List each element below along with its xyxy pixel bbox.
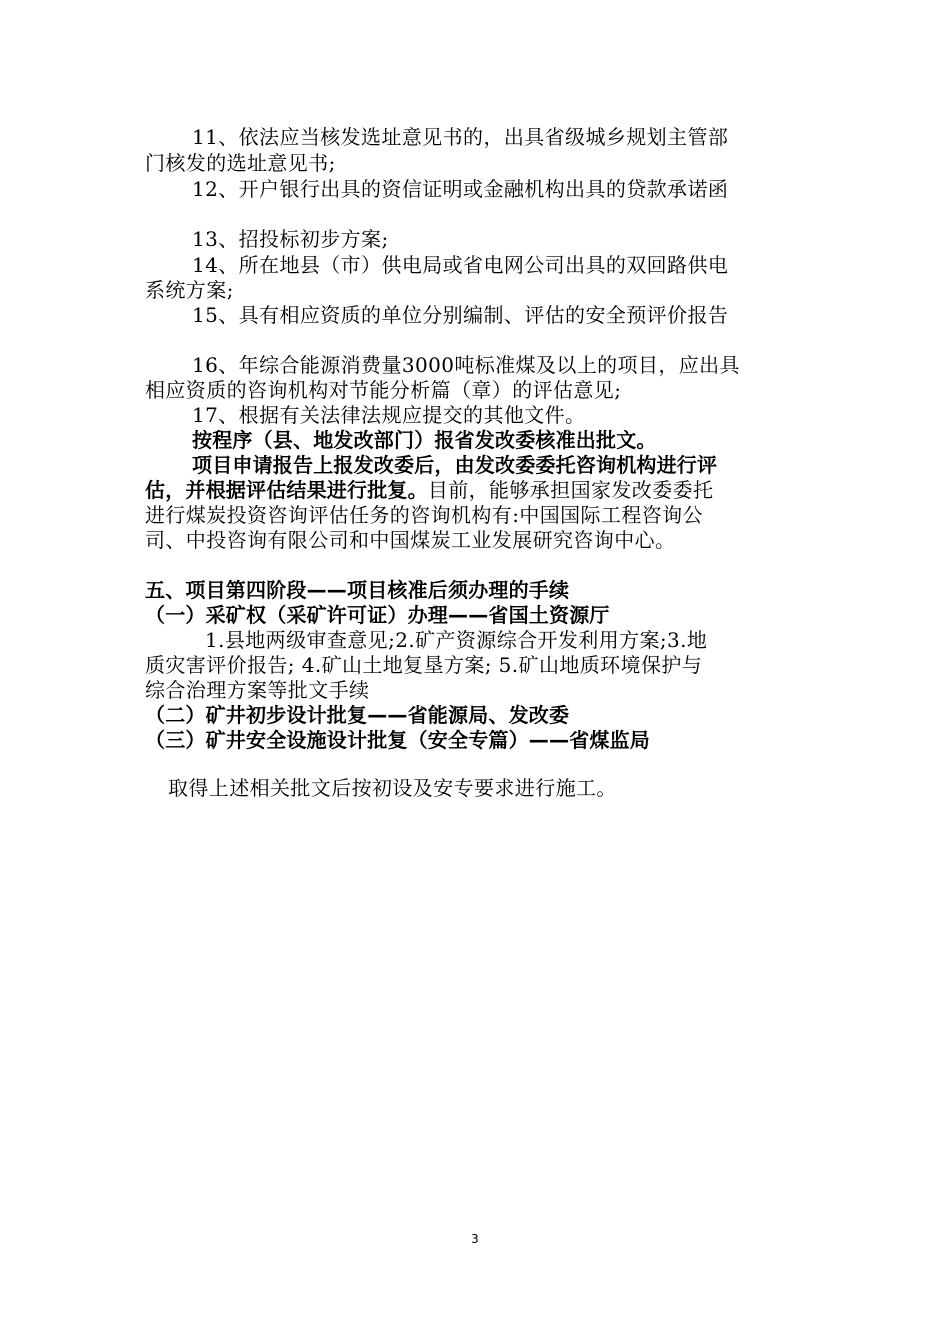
- subsection-heading: （一）采矿权（采矿许可证）办理——省国土资源厅: [145, 603, 610, 627]
- subsection-heading: （二）矿井初步设计批复——省能源局、发改委: [145, 703, 570, 727]
- section-heading: 五、项目第四阶段——项目核准后须办理的手续: [145, 578, 570, 602]
- paragraph-line: 系统方案;: [145, 278, 234, 302]
- paragraph-line: 11、依法应当核发选址意见书的，出具省级城乡规划主管部: [192, 125, 729, 149]
- bold-statement: 估，并根据评估结果进行批复。: [145, 478, 428, 502]
- paragraph-line: 相应资质的咨询机构对节能分析篇（章）的评估意见;: [145, 378, 622, 402]
- subsection-heading: （三）矿井安全设施设计批复（安全专篇）——省煤监局: [145, 728, 650, 752]
- paragraph-line: 15、具有相应资质的单位分别编制、评估的安全预评价报告: [192, 303, 729, 327]
- paragraph-line: 17、根据有关法律法规应提交的其他文件。: [192, 403, 586, 427]
- paragraph-line: 进行煤炭投资咨询评估任务的咨询机构有:中国国际工程咨询公: [145, 503, 703, 527]
- paragraph-line: 14、所在地县（市）供电局或省电网公司出具的双回路供电: [192, 253, 729, 277]
- bold-statement: 按程序（县、地发改部门）报省发改委核准出批文。: [192, 428, 657, 452]
- paragraph-line: 1.县地两级审查意见;2.矿产资源综合开发利用方案;3.地: [205, 628, 708, 652]
- closing-line: 取得上述相关批文后按初设及安专要求进行施工。: [168, 776, 617, 800]
- bold-statement: 项目申请报告上报发改委后，由发改委委托咨询机构进行评: [192, 453, 718, 477]
- paragraph-line: 司、中投咨询有限公司和中国煤炭工业发展研究咨询中心。: [145, 528, 676, 552]
- paragraph-line: 质灾害评价报告; 4.矿山土地复垦方案; 5.矿山地质环境保护与: [145, 653, 703, 677]
- paragraph-line: 综合治理方案等批文手续: [145, 678, 370, 702]
- paragraph-line: 12、开户银行出具的资信证明或金融机构出具的贷款承诺函: [192, 177, 729, 201]
- page-number: 3: [471, 1232, 479, 1246]
- paragraph-line: 13、招投标初步方案;: [192, 227, 389, 251]
- paragraph-text: 目前，能够承担国家发改委委托: [427, 478, 714, 502]
- paragraph-line: 门核发的选址意见书;: [145, 151, 336, 175]
- paragraph-line: 16、年综合能源消费量3000吨标准煤及以上的项目，应出具: [192, 353, 740, 377]
- paragraph-line: [145, 477, 810, 503]
